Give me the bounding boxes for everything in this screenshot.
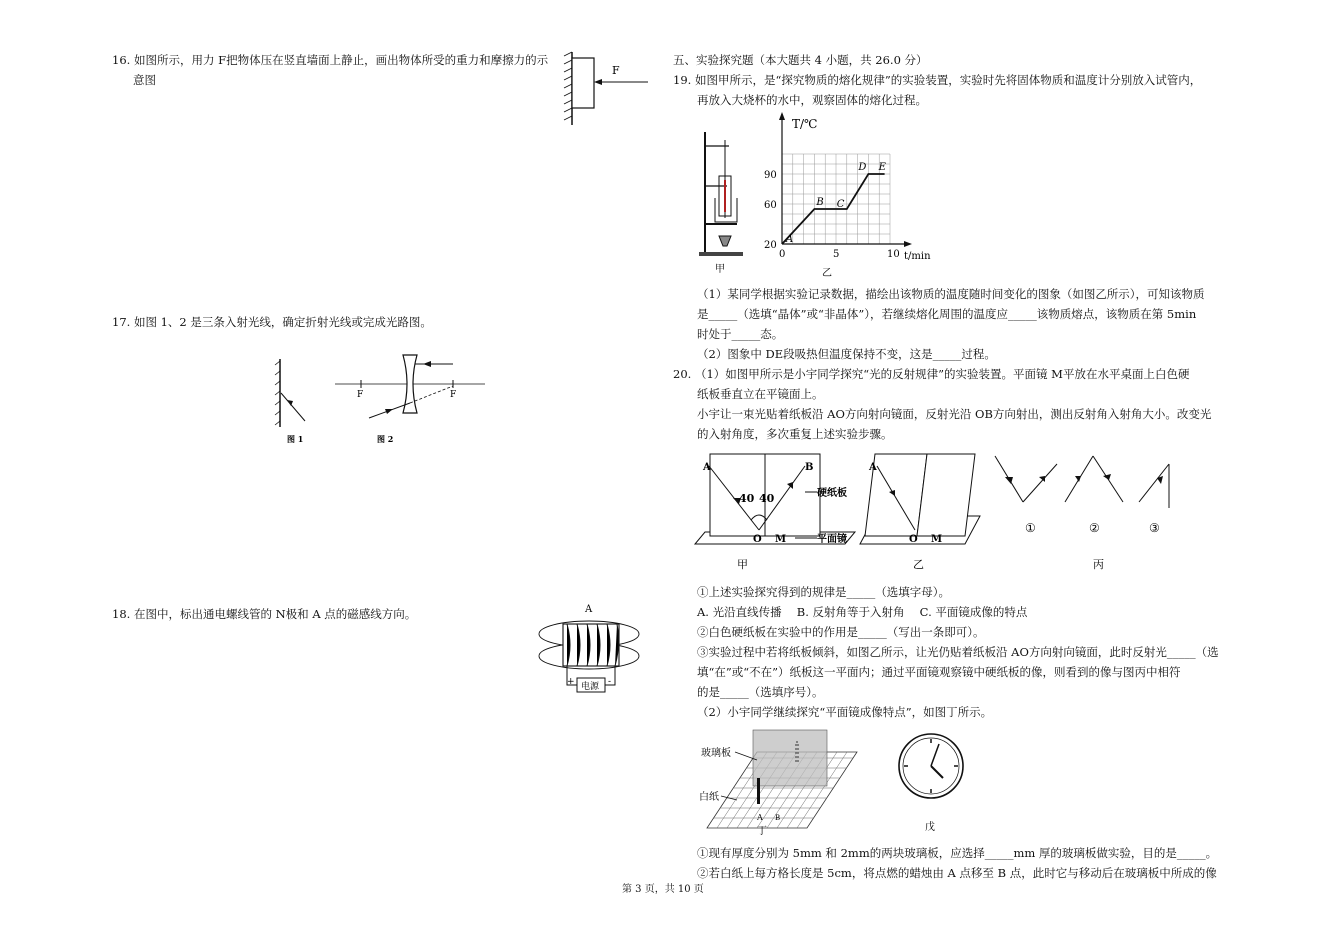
q18-text: 18. 在图中，标出通电螺线管的 N极和 A 点的磁感线方向。 xyxy=(112,607,417,621)
label-M: M xyxy=(775,534,787,545)
angle-reflection: 40 xyxy=(759,492,775,505)
label-O-2: O xyxy=(909,534,918,545)
page-footer: 第 3 页，共 10 页 xyxy=(622,884,704,895)
fig-yi-caption: 乙 xyxy=(822,268,832,279)
q19-p1-line2: 是_____（选填“晶体”或“非晶体”），若继续熔化周围的温度应_____该物质熔点，该物质在第 5min xyxy=(697,307,1197,321)
q20-line2: 纸板垂直立在平镜面上。 xyxy=(697,387,824,401)
focus-right-label: F xyxy=(450,390,457,400)
q19-line2: 再放入大烧杯的水中，观察固体的熔化过程。 xyxy=(697,93,927,107)
q20-line1: 20. （1）如图甲所示是小宇同学探究“光的反射规律”的实验装置。平面镜 M平放在水平桌面上白色硬 xyxy=(673,367,1190,381)
q20-line3: 小宇让一束光贴着纸板沿 AO方向射向镜面，反射光沿 OB方向射出，测出反射角入射角大小。改变光 xyxy=(697,407,1212,421)
point-label-A: A xyxy=(786,234,794,245)
q20-s3-line2: 填“在”或“不在”）纸板这一平面内；通过平面镜观察镜中硬纸板的像，则看到的像与图丙中相符 xyxy=(697,665,1181,679)
label-A-2: A xyxy=(869,462,877,473)
q20-mirror-setup-figure xyxy=(697,728,867,836)
q20-t2: ②若白纸上每方格长度是 5cm，将点燃的蜡烛由 A 点移至 B 点，此时它与移动后在玻璃板中所成的像 xyxy=(697,866,1217,880)
caption-wu: 戊 xyxy=(925,822,935,833)
label-A: A xyxy=(703,462,711,473)
x-tick-label: 0 xyxy=(779,249,786,260)
caption-jia: 甲 xyxy=(737,558,748,571)
point-label-B: B xyxy=(816,197,824,208)
angle-incidence: 40 xyxy=(739,492,755,505)
y-tick-label: 90 xyxy=(764,170,777,181)
caption-ding: 丁 xyxy=(757,826,767,837)
fig1-caption: 图 1 xyxy=(287,434,304,444)
white-paper-label: 白纸 xyxy=(699,792,719,803)
board-label: 硬纸板 xyxy=(817,488,847,499)
q20-reflection-figures xyxy=(695,452,1185,574)
q17-text: 17. 如图 1、2 是三条入射光线，确定折射光线或完成光路图。 xyxy=(112,315,432,329)
q19-p2-line1: （2）图象中 DE段吸热但温度保持不变，这是_____过程。 xyxy=(697,347,996,361)
power-source-label: 电源 xyxy=(581,682,600,692)
q20-line4: 的入射角度，多次重复上述实验步骤。 xyxy=(697,427,893,441)
q19-p1-line3: 时处于_____态。 xyxy=(697,327,784,341)
temperature-curve xyxy=(782,174,885,244)
option-3: ③ xyxy=(1149,521,1160,535)
y-axis-arrow xyxy=(779,112,785,120)
q20-s2: ②白色硬纸板在实验中的作用是_____（写出一条即可）。 xyxy=(697,625,985,639)
point-label-D: D xyxy=(858,162,867,173)
x-axis-label: t/min xyxy=(904,251,931,262)
point-B-label: B xyxy=(775,814,781,822)
y-axis-label: T/℃ xyxy=(792,117,818,131)
q20-s3-line3: 的是_____（选填序号）。 xyxy=(697,685,824,699)
candle xyxy=(757,778,760,804)
option-1: ① xyxy=(1025,521,1036,535)
glass-plate xyxy=(753,730,827,786)
q19-p1-line1: （1）某同学根据实验记录数据，描绘出该物质的温度随时间变化的图象（如图乙所示），可知该物质 xyxy=(697,287,1205,301)
q19-melting-graph xyxy=(750,112,930,280)
q19-apparatus-figure xyxy=(697,128,747,276)
y-tick-label: 20 xyxy=(764,240,777,251)
point-A-label: A xyxy=(757,813,763,822)
point-a-label: A xyxy=(585,604,593,615)
caption-yi: 乙 xyxy=(913,558,924,571)
caption-bing: 丙 xyxy=(1093,558,1104,571)
focus-left-label: F xyxy=(357,390,364,400)
fig2-caption: 图 2 xyxy=(377,434,394,444)
point-label-C: C xyxy=(836,199,845,210)
q20-p2: （2）小宇同学继续探究“平面镜成像特点”，如图丁所示。 xyxy=(697,705,993,719)
q19-line1: 19. 如图甲所示，是“探究物质的熔化规律”的实验装置，实验时先将固体物质和温度计分别放入试管内， xyxy=(673,73,1202,87)
q16-force-label: F xyxy=(612,64,620,77)
q18-solenoid-figure xyxy=(535,600,650,700)
x-axis-arrow xyxy=(904,241,912,247)
section-title: 五、实验探究题（本大题共 4 小题，共 26.0 分） xyxy=(673,53,928,67)
mirror-label: 平面镜 xyxy=(817,534,847,545)
label-M-2: M xyxy=(931,534,943,545)
minus-terminal: - xyxy=(608,677,612,687)
y-tick-label: 60 xyxy=(764,200,777,211)
point-label-E: E xyxy=(878,162,886,173)
glass-plate-label: 玻璃板 xyxy=(701,748,731,759)
q16-figure xyxy=(560,50,660,130)
q16-text-line1: 16. 如图所示，用力 F把物体压在竖直墙面上静止，画出物体所受的重力和摩擦力的示 xyxy=(112,53,549,67)
q20-s3-line1: ③实验过程中若将纸板倾斜，如图乙所示，让光仍贴着纸板沿 AO方向射向镜面，此时反射光_____（选 xyxy=(697,645,1219,659)
q17-figures xyxy=(265,345,495,445)
label-O: O xyxy=(753,534,762,545)
q16-text-line2: 意图 xyxy=(133,73,156,87)
q20-s1-options: A. 光沿直线传播 B. 反射角等于入射角 C. 平面镜成像的特点 xyxy=(697,605,1028,619)
label-B: B xyxy=(805,462,814,473)
plus-terminal: + xyxy=(567,677,575,687)
option-2: ② xyxy=(1089,521,1100,535)
q20-clock-figure xyxy=(895,730,967,836)
x-tick-label: 10 xyxy=(887,249,900,260)
q20-s1: ①上述实验探究得到的规律是_____（选填字母）。 xyxy=(697,585,950,599)
fig-jia-caption: 甲 xyxy=(715,264,725,275)
q20-t1: ①现有厚度分别为 5mm 和 2mm的两块玻璃板，应选择_____mm 厚的玻璃板做实验，目的是_____。 xyxy=(697,846,1218,860)
x-tick-label: 5 xyxy=(833,249,840,260)
